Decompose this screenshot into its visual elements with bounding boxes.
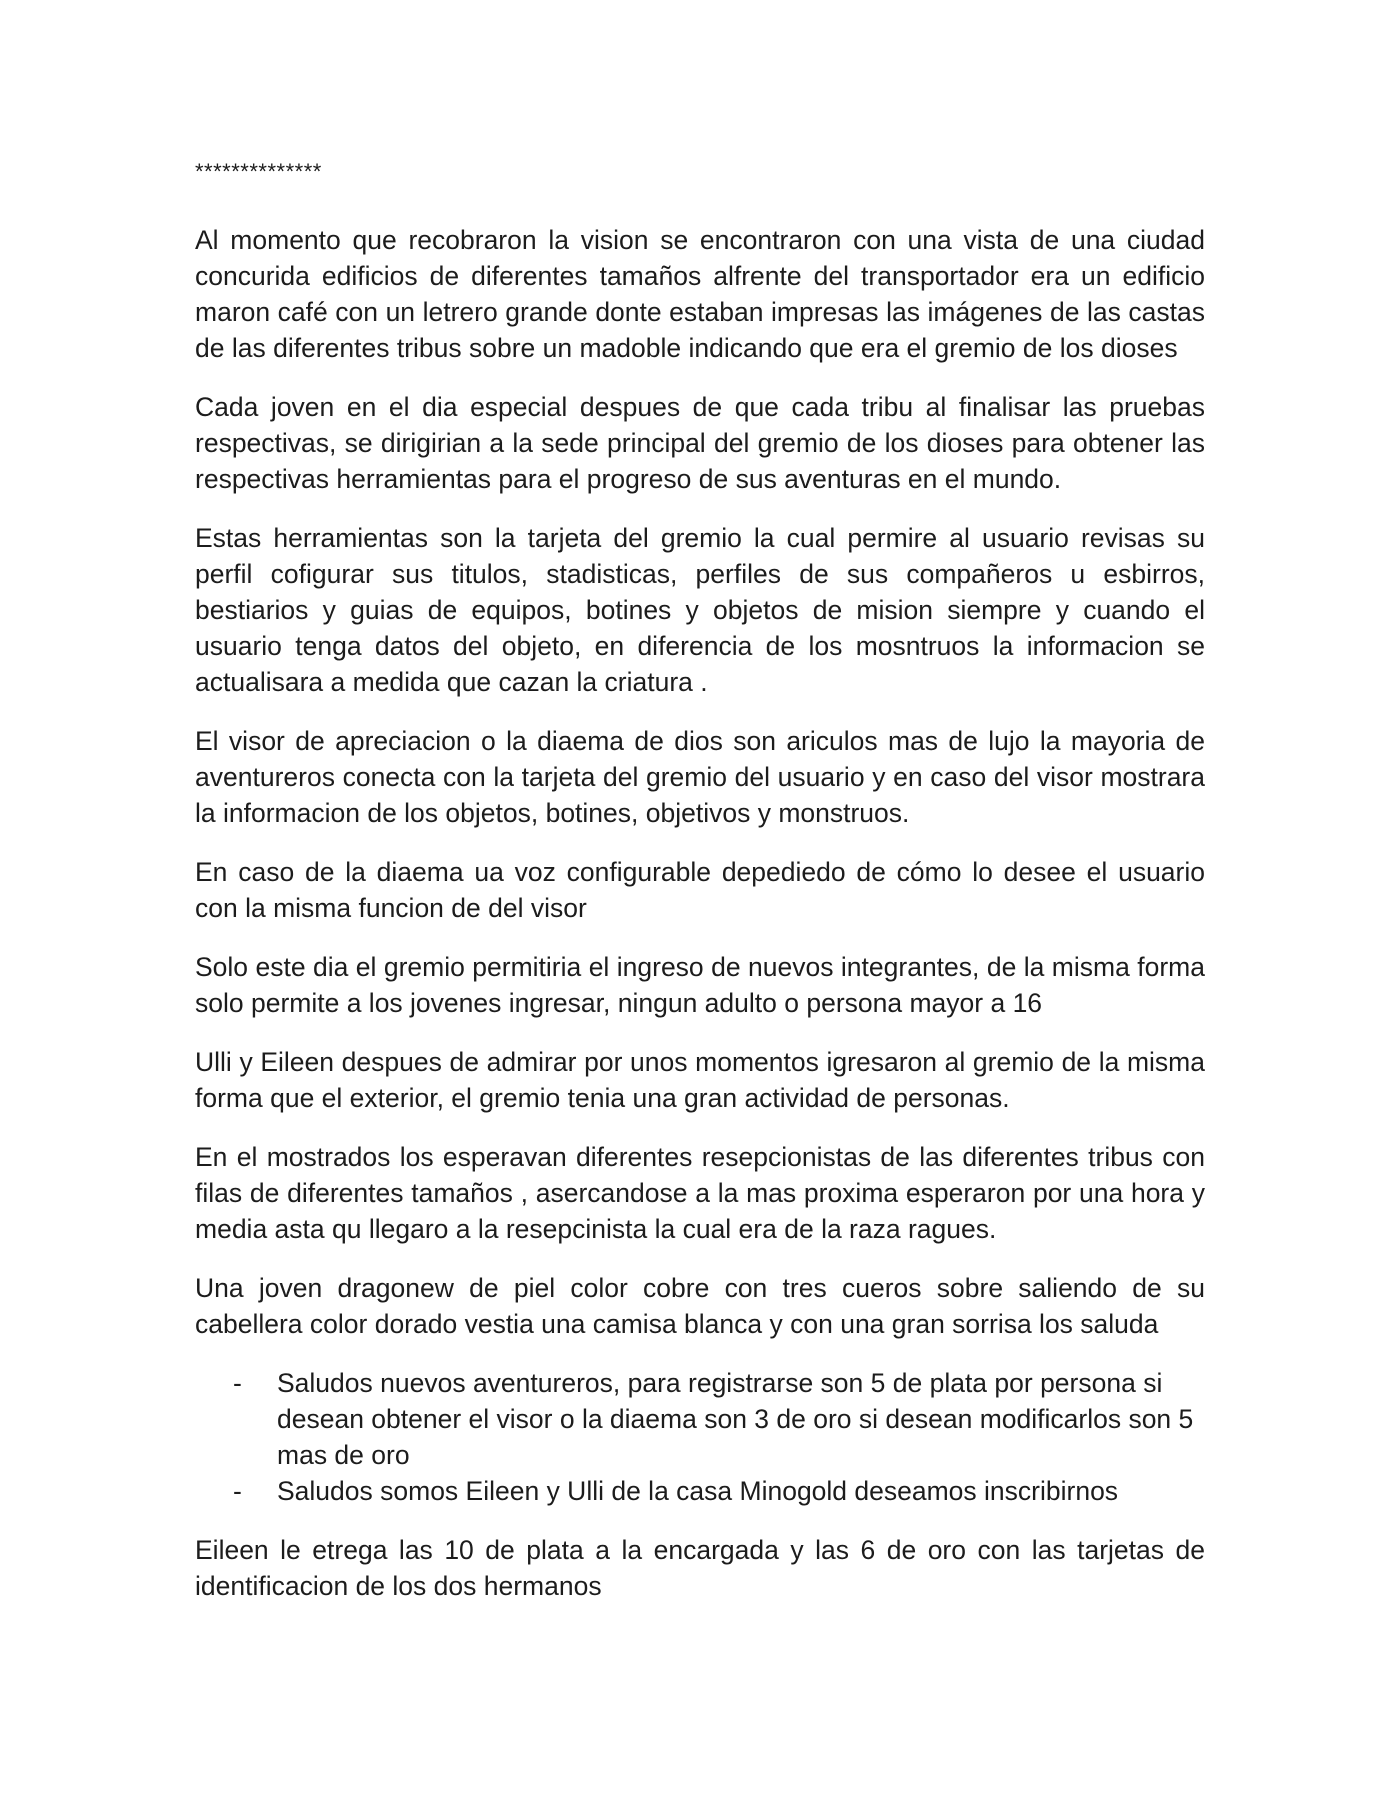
- paragraph: Estas herramientas son la tarjeta del gremio la cual permire al usuario revisas su perfil cofigurar sus titulos, stadisticas, perfiles de sus compañeros u esbirros, bestiarios y guias de equipos, botines y objetos de mision siempre y cuando el usuario tenga datos del objeto, en diferencia de los mosntruos la informacion se actualisara a medida que cazan la criatura .: [195, 523, 1205, 697]
- section-separator: **************: [195, 159, 322, 184]
- dialogue-text: Saludos somos Eileen y Ulli de la casa Minogold deseamos inscribirnos: [277, 1476, 1119, 1506]
- paragraph: El visor de apreciacion o la diaema de dios son ariculos mas de lujo la mayoria de aventureros conecta con la tarjeta del gremio del usuario y en caso del visor mostrara la informacion de los objetos, botines, objetivos y monstruos.: [195, 726, 1205, 828]
- closing-paragraph: Eileen le etrega las 10 de plata a la encargada y las 6 de oro con las tarjetas de identificacion de los dos hermanos: [195, 1535, 1205, 1601]
- dialogue-list: [195, 1365, 1205, 1509]
- paragraph: En caso de la diaema ua voz configurable depediedo de cómo lo desee el usuario con la misma funcion de del visor: [195, 857, 1205, 923]
- dialogue-text: Saludos nuevos aventureros, para registrarse son 5 de plata por persona si desean obtener el visor o la diaema son 3 de oro si desean modificarlos son 5 mas de oro: [277, 1368, 1194, 1470]
- dash-marker: -: [233, 1368, 242, 1398]
- paragraph: Al momento que recobraron la vision se encontraron con una vista de una ciudad concurida edificios de diferentes tamaños alfrente del transportador era un edificio maron café con un letrero grande donte estaban impresas las imágenes de las castas de las diferentes tribus sobre un madoble indicando que era el gremio de los dioses: [195, 225, 1205, 363]
- paragraph: En el mostrados los esperavan diferentes resepcionistas de las diferentes tribus con filas de diferentes tamaños , asercandose a la mas proxima esperaron por una hora y media asta qu llegaro a la resepcinista la cual era de la raza ragues.: [195, 1142, 1205, 1244]
- dialogue-line: [195, 1473, 1205, 1509]
- paragraph: Cada joven en el dia especial despues de que cada tribu al finalisar las pruebas respectivas, se dirigirian a la sede principal del gremio de los dioses para obtener las respectivas herramientas para el progreso de sus aventuras en el mundo.: [195, 392, 1205, 494]
- dialogue-line: [195, 1365, 1205, 1473]
- paragraph: Una joven dragonew de piel color cobre con tres cueros sobre saliendo de su cabellera color dorado vestia una camisa blanca y con una gran sorrisa los saluda: [195, 1273, 1205, 1339]
- paragraph: Solo este dia el gremio permitiria el ingreso de nuevos integrantes, de la misma forma solo permite a los jovenes ingresar, ningun adulto o persona mayor a 16: [195, 952, 1205, 1018]
- dash-marker: -: [233, 1476, 242, 1506]
- paragraph: Ulli y Eileen despues de admirar por unos momentos igresaron al gremio de la misma forma que el exterior, el gremio tenia una gran actividad de personas.: [195, 1047, 1205, 1113]
